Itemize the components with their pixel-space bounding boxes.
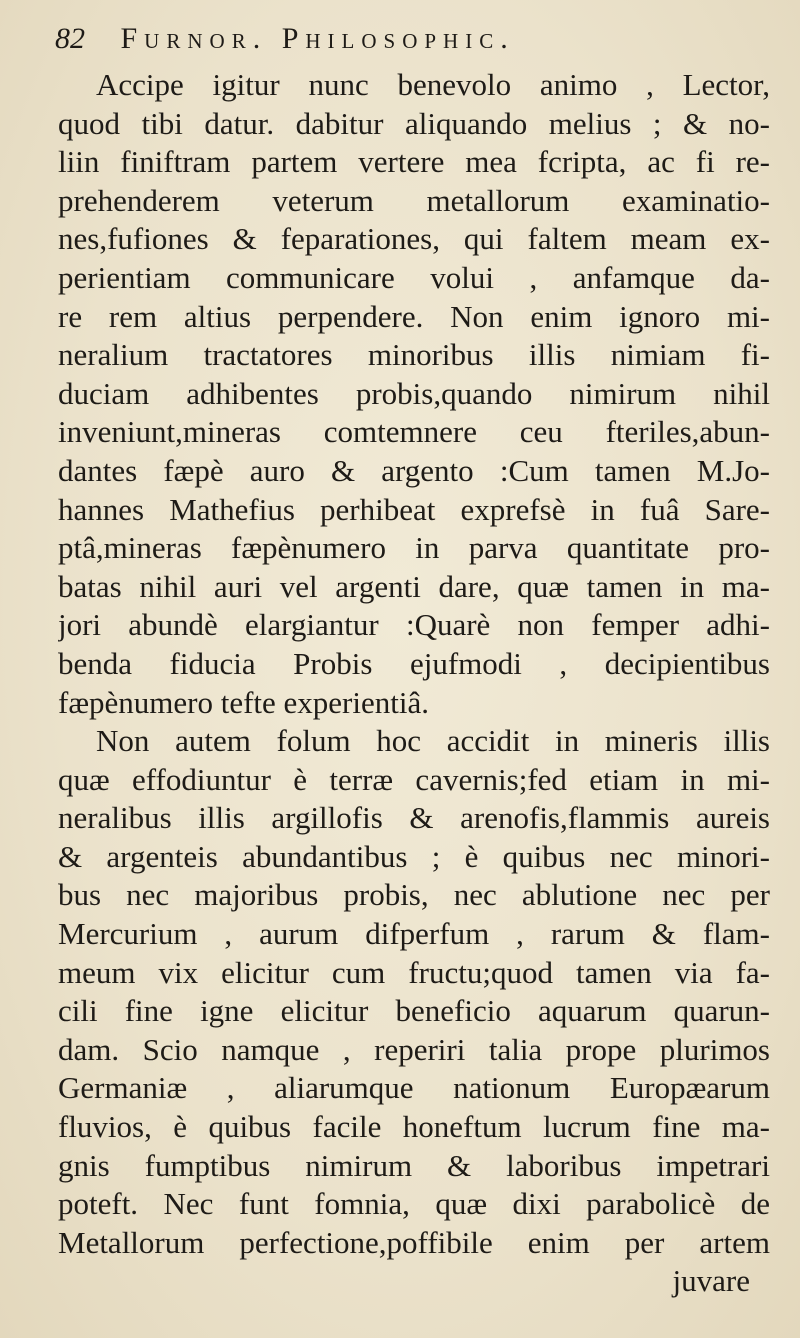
text-line: nes,fufiones & feparationes, qui faltem meam ex- — [58, 221, 770, 257]
text-line: fluvios, è quibus facile honeftum lucrum fine ma- — [58, 1109, 770, 1145]
text-line: re rem altius perpendere. Non enim ignoro mi- — [58, 298, 770, 334]
text-line: gnis fumptibus nimirum & laboribus impetrari — [58, 1147, 770, 1183]
running-title: Furnor. Philosophic. — [120, 22, 515, 55]
text-line: Germaniæ , aliarumque nationum Europæarum — [58, 1070, 770, 1106]
text-line: & argenteis abundantibus ; è quibus nec minori- — [58, 838, 770, 874]
text-line: batas nihil auri vel argenti dare, quæ tamen in ma- — [58, 568, 770, 604]
text-line: Metallorum perfectione,poffibile enim per artem — [58, 1224, 770, 1260]
text-line: cili fine igne elicitur beneficio aquarum quarun- — [58, 993, 770, 1029]
text-line: ptâ,mineras fæpènumero in parva quantitate pro- — [58, 530, 770, 566]
text-line: Mercurium , aurum difperfum , rarum & flam- — [58, 916, 770, 952]
running-header — [55, 22, 755, 62]
text-line: liin finiftram partem vertere mea fcripta, ac fi re- — [58, 144, 770, 180]
text-line: meum vix elicitur cum fructu;quod tamen via fa- — [58, 954, 770, 990]
text-line: Non autem folum hoc accidit in mineris illis — [96, 723, 770, 759]
page-number: 82 — [55, 22, 85, 55]
text-line: perientiam communicare volui , anfamque da- — [58, 259, 770, 295]
body-text — [58, 66, 770, 1301]
text-line: inveniunt,mineras comtemnere ceu fteriles,abun- — [58, 414, 770, 450]
text-line: benda fiducia Probis ejufmodi , decipientibus — [58, 645, 770, 681]
text-line: jori abundè elargiantur :Quarè non femper adhi- — [58, 607, 770, 643]
text-line: dantes fæpè auro & argento :Cum tamen M.Jo- — [58, 452, 770, 488]
text-line: duciam adhibentes probis,quando nimirum nihil — [58, 375, 770, 411]
text-line: neralibus illis argillofis & arenofis,flammis aureis — [58, 800, 770, 836]
text-line: hannes Mathefius perhibeat exprefsè in fuâ Sare- — [58, 491, 770, 527]
text-line: neralium tractatores minoribus illis nimiam fi- — [58, 337, 770, 373]
text-line: prehenderem veterum metallorum examinatio- — [58, 182, 770, 218]
text-line: quæ effodiuntur è terræ cavernis;fed etiam in mi- — [58, 761, 770, 797]
text-line: quod tibi datur. dabitur aliquando melius ; & no- — [58, 105, 770, 141]
text-line: bus nec majoribus probis, nec ablutione nec per — [58, 877, 770, 913]
text-line: dam. Scio namque , reperiri talia prope plurimos — [58, 1031, 770, 1067]
text-line: fæpènumero tefte experientiâ. — [58, 684, 429, 720]
text-line: poteft. Nec funt fomnia, quæ dixi parabolicè de — [58, 1186, 770, 1222]
catchword: juvare — [672, 1263, 750, 1299]
text-line: Accipe igitur nunc benevolo animo , Lector, — [96, 67, 770, 102]
